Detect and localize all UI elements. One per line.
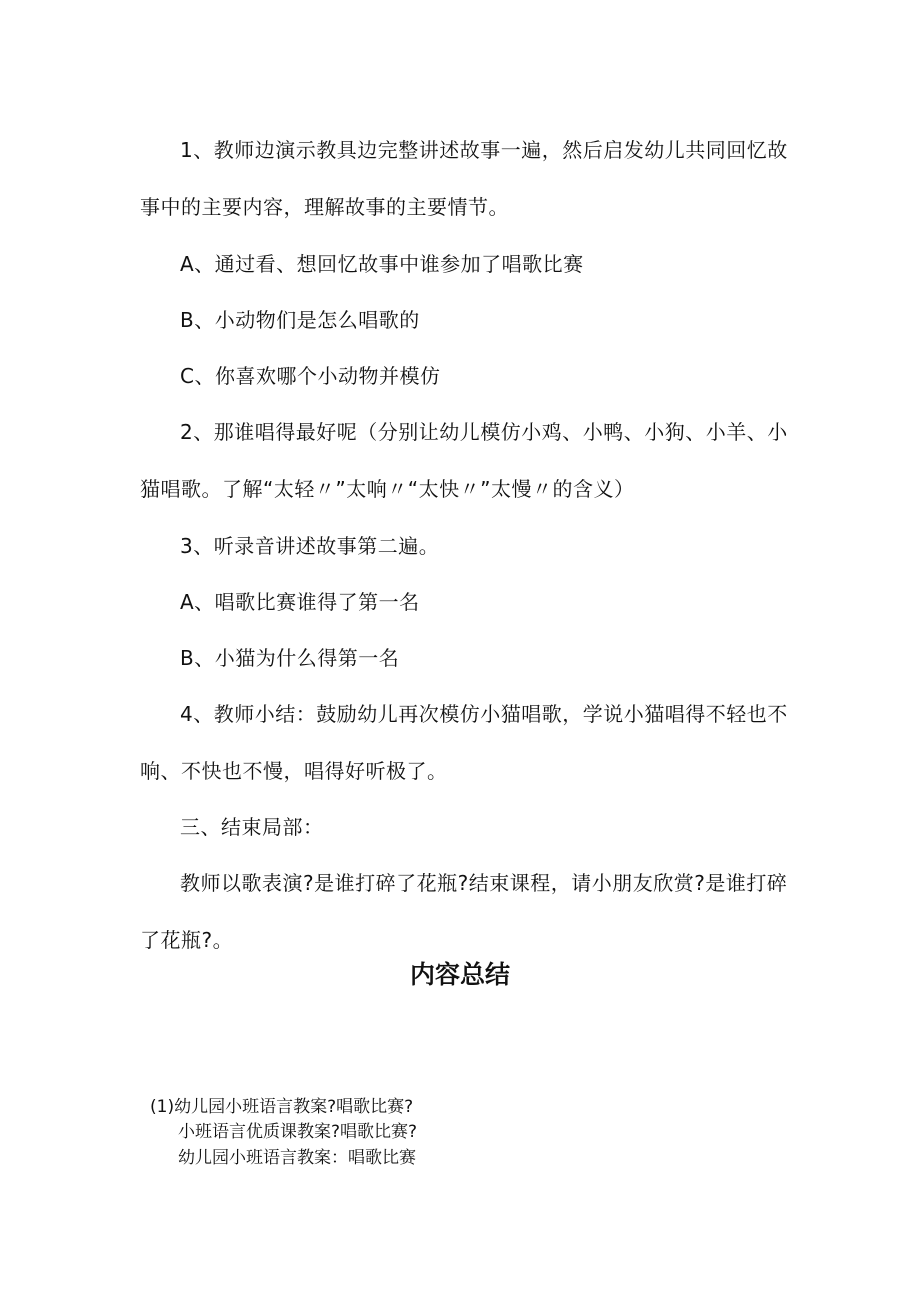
paragraph-step1-a: A、通过看、想回忆故事中谁参加了唱歌比赛: [180, 252, 584, 276]
paragraph-ending-line2: 了花瓶?。: [140, 928, 234, 952]
paragraph-step4-line1: 4、教师小结：鼓励幼儿再次模仿小猫唱歌，学说小猫唱得不轻也不: [180, 702, 788, 726]
summary-line-1: (1)幼儿园小班语言教案?唱歌比赛?: [150, 1097, 414, 1117]
paragraph-step1-line1: 1、教师边演示教具边完整讲述故事一遍，然后启发幼儿共同回忆故: [180, 138, 788, 162]
paragraph-step4-line2: 响、不快也不慢，唱得好听极了。: [140, 759, 448, 783]
summary-title: 内容总结: [409, 960, 510, 989]
paragraph-step1-c: C、你喜欢哪个小动物并模仿: [180, 364, 441, 388]
paragraph-step2-line2: 猫唱歌。了解“太轻〃”太响〃“太快〃”太慢〃的含义）: [140, 477, 635, 501]
paragraph-step1-b: B、小动物们是怎么唱歌的: [180, 308, 420, 332]
paragraph-step2-line1: 2、那谁唱得最好呢（分别让幼儿模仿小鸡、小鸭、小狗、小羊、小: [180, 420, 788, 444]
section-heading-ending: 三、结束局部：: [180, 815, 324, 839]
paragraph-step1-line2: 事中的主要内容，理解故事的主要情节。: [140, 195, 509, 219]
paragraph-ending-line1: 教师以歌表演?是谁打碎了花瓶?结束课程，请小朋友欣赏?是谁打碎: [180, 871, 788, 895]
summary-line-2: 小班语言优质课教案?唱歌比赛?: [178, 1122, 418, 1142]
paragraph-step3-a: A、唱歌比赛谁得了第一名: [180, 590, 420, 614]
paragraph-step3: 3、听录音讲述故事第二遍。: [180, 534, 440, 558]
paragraph-step3-b: B、小猫为什么得第一名: [180, 646, 400, 670]
summary-line-3: 幼儿园小班语言教案：唱歌比赛: [178, 1148, 416, 1168]
